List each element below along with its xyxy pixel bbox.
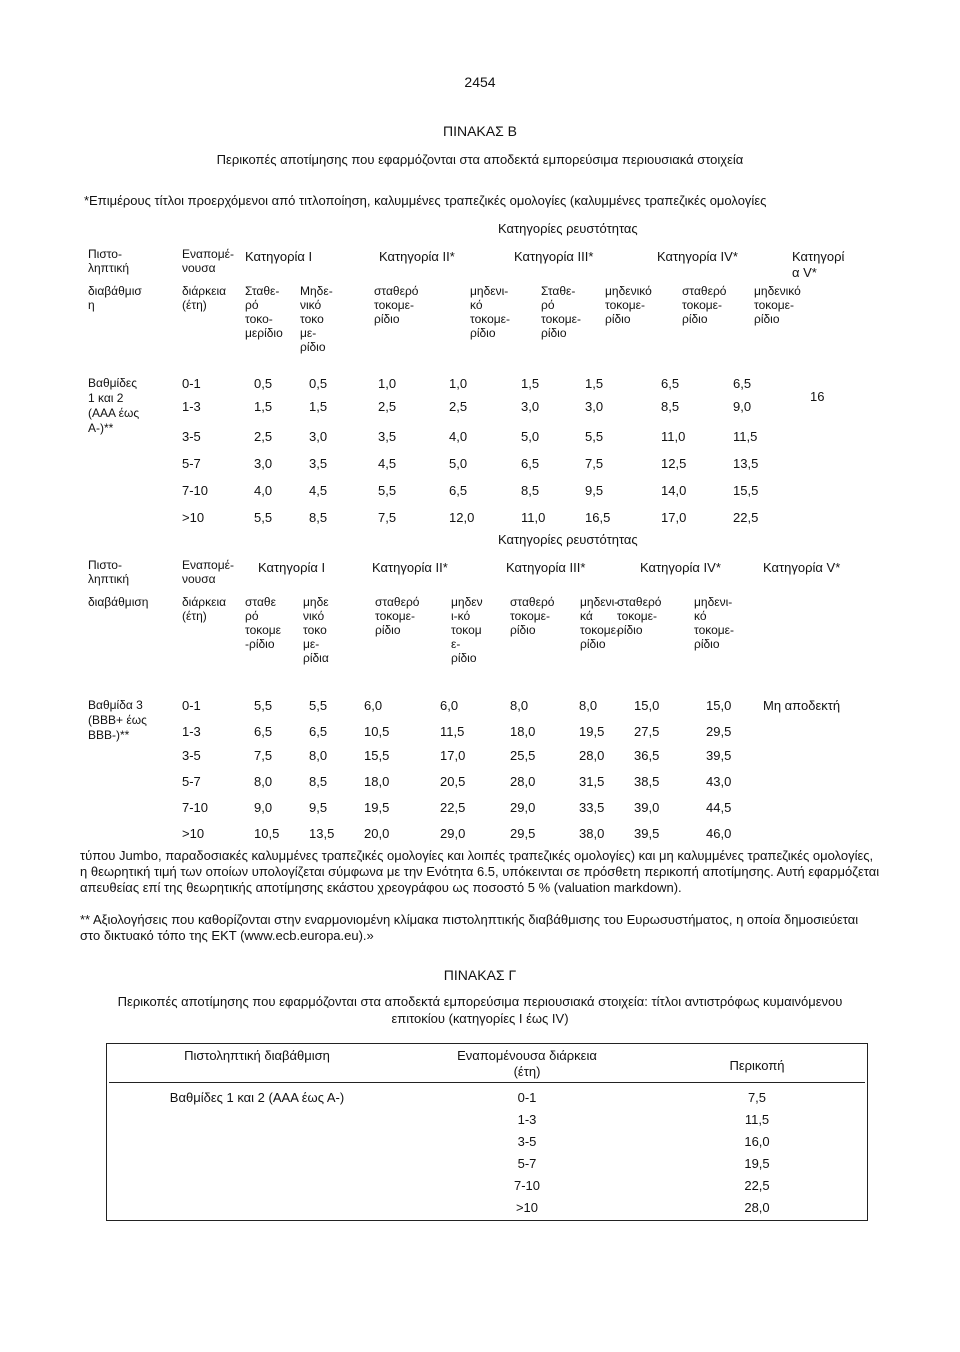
haircut-cell: 3,5 <box>378 429 397 444</box>
haircut-cell: 3,0 <box>585 399 604 414</box>
category-header: Κατηγορία III* <box>506 560 586 575</box>
haircut-cell: 1,5 <box>521 376 540 391</box>
haircut-cell: 7,5 <box>378 510 397 525</box>
row-label: Βαθμίδες 1 και 2 (ΑΑΑ έως Α-)** <box>88 376 140 435</box>
sub-header: μηδενι- κό τοκομε- ρίδιο <box>470 284 511 340</box>
haircut-cell: 1,0 <box>378 376 397 391</box>
maturity-cell: 5-7 <box>182 456 201 471</box>
haircut-cell: 8,0 <box>309 748 328 763</box>
haircut-cell: 12,0 <box>449 510 475 525</box>
haircut-cell: 18,0 <box>510 724 536 739</box>
header-rating: Πιστο- ληπτική <box>88 558 130 586</box>
sub-header: σταθερό τοκομε- ρίδιο <box>617 595 662 637</box>
table-c-maturity-cell: 1-3 <box>517 1112 537 1127</box>
table-c-maturity-cell: >10 <box>515 1200 539 1215</box>
sub-header: Σταθε- ρό τοκομε- ρίδιο <box>541 284 582 340</box>
category-header: Κατηγορία V* <box>763 560 841 575</box>
haircut-cell: 9,0 <box>254 800 273 815</box>
haircut-cell: 18,0 <box>364 774 390 789</box>
table-c-haircut-cell: 19,5 <box>744 1156 770 1171</box>
haircut-cell: 29,5 <box>510 826 536 841</box>
maturity-cell: 1-3 <box>182 724 201 739</box>
haircut-cell: 39,0 <box>634 800 660 815</box>
header-rating-2: διαβάθμισ η <box>88 284 142 312</box>
maturity-cell: 5-7 <box>182 774 201 789</box>
sub-header: σταθερό τοκομε- ρίδιο <box>374 284 419 326</box>
table-c-subtitle: Περικοπές αποτίμησης που εφαρμόζονται στα αποδεκτά εμπορεύσιμα περιουσιακά στοιχεία: τίτλοι αντιστρόφως κυμαινόμενου επιτοκίου (κατηγορίες I έως IV) <box>117 994 843 1026</box>
haircut-cell: 6,0 <box>440 698 459 713</box>
haircut-cell: 3,0 <box>521 399 540 414</box>
haircut-cell: 1,0 <box>449 376 468 391</box>
category-header: Κατηγορί α V* <box>792 249 845 280</box>
haircut-cell: 6,5 <box>254 724 273 739</box>
haircut-cell: 6,5 <box>521 456 540 471</box>
maturity-cell: 1-3 <box>182 399 201 414</box>
haircut-cell: 20,5 <box>440 774 466 789</box>
haircut-cell: 5,5 <box>585 429 604 444</box>
haircut-cell: 9,0 <box>733 399 752 414</box>
haircut-cell: 29,0 <box>510 800 536 815</box>
haircut-cell: 4,5 <box>309 483 328 498</box>
haircut-cell: 11,5 <box>733 429 758 444</box>
header-maturity-2: διάρκεια (έτη) <box>182 284 227 312</box>
haircut-cell: 36,5 <box>634 748 660 763</box>
sub-header: σταθερό τοκομε- ρίδιο <box>510 595 555 637</box>
haircut-cell: 17,0 <box>440 748 466 763</box>
haircut-cell: 22,5 <box>733 510 759 525</box>
haircut-cell: 8,5 <box>661 399 680 414</box>
table-c-haircut-cell: 7,5 <box>747 1090 767 1105</box>
haircut-cell: 19,5 <box>579 724 605 739</box>
haircut-cell: 11,0 <box>521 510 546 525</box>
header-maturity: Εναπομέ- νουσα <box>182 247 234 275</box>
footnote-1: τύπου Jumbo, παραδοσιακές καλυμμένες τραπεζικές ομολογίες και λοιπές τραπεζικές ομολογίες) και μη καλυμμένες τραπεζικές ομολογίες, η θεωρητική τιμή των οποίων υπολογίζεται σύμφωνα με την Ενότητα 6.5, υπόκεινται σε πρόσθετη περικοπή αποτίμησης. Αυτή εφαρμόζεται απευθείας επί της θεωρητικής αποτίμησης εκάστου χρεογράφου ως ποσοστό 5 % (valuation markdown). <box>80 848 880 895</box>
haircut-cell: 46,0 <box>706 826 732 841</box>
haircut-cell: 15,5 <box>364 748 390 763</box>
table-c <box>106 1043 868 1221</box>
category-header: Κατηγορία II* <box>379 249 455 264</box>
haircut-cell: 0,5 <box>254 376 273 391</box>
haircut-cell: 39,5 <box>706 748 732 763</box>
liquidity-heading-1: Κατηγορίες ρευστότητας <box>498 221 638 236</box>
haircut-cell: 15,0 <box>706 698 732 713</box>
sub-header: μηδεν ι-κό τοκομ ε- ρίδιο <box>451 595 483 665</box>
sub-header: μηδενι- κό τοκομε- ρίδιο <box>694 595 735 651</box>
haircut-cell: 7,5 <box>585 456 604 471</box>
haircut-cell: 7,5 <box>254 748 273 763</box>
haircut-cell: 2,5 <box>378 399 397 414</box>
haircut-cell: 33,5 <box>579 800 605 815</box>
table-c-maturity-cell: 3-5 <box>517 1134 537 1149</box>
table-c-header-rating: Πιστοληπτική διαβάθμιση <box>184 1048 330 1063</box>
haircut-cell: 6,5 <box>733 376 752 391</box>
haircut-cell: 8,0 <box>254 774 273 789</box>
header-maturity: Εναπομέ- νουσα <box>182 558 234 586</box>
haircut-cell: 3,5 <box>309 456 328 471</box>
haircut-cell: 15,0 <box>634 698 660 713</box>
sub-header: Μηδε- νικό τοκο με- ρίδιο <box>300 284 333 354</box>
haircut-cell: 17,0 <box>661 510 687 525</box>
haircut-cell: 2,5 <box>254 429 273 444</box>
maturity-cell: 0-1 <box>182 698 201 713</box>
sub-header: μηδε νικό τοκο με- ρίδια <box>303 595 329 665</box>
haircut-cell: 8,0 <box>510 698 529 713</box>
table-c-haircut-cell: 16,0 <box>744 1134 770 1149</box>
footnote-2: ** Αξιολογήσεις που καθορίζονται στην εναρμονιομένη κλίμακα πιστοληπτικής διαβάθμισης του Ευρωσυστήματος, η οποία δημοσιεύεται στο δικτυακό τόπο της ΕΚΤ (www.ecb.europa.eu).» <box>80 912 859 943</box>
haircut-cell: 13,5 <box>309 826 335 841</box>
haircut-cell: 0,5 <box>309 376 328 391</box>
category-v-value: 16 <box>810 389 825 404</box>
sub-header: μηδενι- κά τοκομε- ρίδιο <box>580 595 621 651</box>
maturity-cell: 3-5 <box>182 429 201 444</box>
haircut-cell: 10,5 <box>364 724 390 739</box>
table-c-row-label: Βαθμίδες 1 και 2 (ΑΑΑ έως Α-) <box>169 1090 345 1105</box>
haircut-cell: 4,0 <box>449 429 468 444</box>
sub-header: μηδενικό τοκομε- ρίδιο <box>605 284 652 326</box>
haircut-cell: 4,5 <box>378 456 397 471</box>
haircut-cell: 1,5 <box>309 399 328 414</box>
haircut-cell: 28,0 <box>579 748 605 763</box>
haircut-cell: 9,5 <box>309 800 328 815</box>
category-header: Κατηγορία IV* <box>640 560 721 575</box>
haircut-cell: 5,5 <box>378 483 397 498</box>
haircut-cell: 6,5 <box>309 724 328 739</box>
maturity-cell: >10 <box>182 510 205 525</box>
liquidity-heading-2: Κατηγορίες ρευστότητας <box>498 532 638 547</box>
header-rating: Πιστο- ληπτική <box>88 247 130 275</box>
maturity-cell: 0-1 <box>182 376 201 391</box>
maturity-cell: >10 <box>182 826 205 841</box>
haircut-cell: 38,5 <box>634 774 660 789</box>
haircut-cell: 2,5 <box>449 399 468 414</box>
haircut-cell: 11,0 <box>661 429 686 444</box>
table-c-maturity-cell: 0-1 <box>517 1090 537 1105</box>
table-c-haircut-cell: 22,5 <box>744 1178 770 1193</box>
category-header: Κατηγορία II* <box>372 560 448 575</box>
row-label: Βαθμίδα 3 (ΒΒΒ+ έως ΒΒΒ-)** <box>88 698 147 742</box>
category-header: Κατηγορία I <box>258 560 326 575</box>
haircut-cell: 5,5 <box>309 698 328 713</box>
table-b-subtitle: Περικοπές αποτίμησης που εφαρμόζονται στα αποδεκτά εμπορεύσιμα περιουσιακά στοιχεία <box>216 152 744 167</box>
haircut-cell: 28,0 <box>510 774 536 789</box>
table-c-header-maturity: Εναπομένουσα διάρκεια (έτη) <box>457 1048 597 1079</box>
table-c-haircut-cell: 28,0 <box>744 1200 770 1215</box>
haircut-cell: 38,0 <box>579 826 605 841</box>
sub-header: μηδενικό τοκομε- ρίδιο <box>754 284 801 326</box>
sub-header: σταθερό τοκομε- ρίδιο <box>682 284 727 326</box>
sub-header: Σταθε- ρό τοκο- μερίδιο <box>245 284 283 340</box>
table-c-divider <box>109 1082 865 1083</box>
table-c-maturity-cell: 5-7 <box>517 1156 537 1171</box>
table-c-maturity-cell: 7-10 <box>513 1178 541 1193</box>
haircut-cell: 1,5 <box>585 376 604 391</box>
haircut-cell: 8,0 <box>579 698 598 713</box>
haircut-cell: 8,5 <box>521 483 540 498</box>
haircut-cell: 5,5 <box>254 698 273 713</box>
table-c-haircut-cell: 11,5 <box>744 1112 770 1127</box>
haircut-cell: 5,0 <box>449 456 468 471</box>
maturity-cell: 3-5 <box>182 748 201 763</box>
sub-header: σταθε ρό τοκομε -ρίδιο <box>245 595 282 651</box>
haircut-cell: 6,0 <box>364 698 383 713</box>
maturity-cell: 7-10 <box>182 800 209 815</box>
header-maturity-2: διάρκεια (έτη) <box>182 595 227 623</box>
haircut-cell: 31,5 <box>579 774 605 789</box>
table-c-title: ΠΙΝΑΚΑΣ Γ <box>443 967 517 983</box>
haircut-cell: 1,5 <box>254 399 273 414</box>
haircut-cell: 22,5 <box>440 800 466 815</box>
haircut-cell: 19,5 <box>364 800 390 815</box>
haircut-cell: 13,5 <box>733 456 759 471</box>
category-header: Κατηγορία I <box>245 249 313 264</box>
haircut-cell: 16,5 <box>585 510 611 525</box>
haircut-cell: 25,5 <box>510 748 536 763</box>
haircut-cell: 29,0 <box>440 826 466 841</box>
maturity-cell: 7-10 <box>182 483 209 498</box>
haircut-cell: 9,5 <box>585 483 604 498</box>
haircut-cell: 3,0 <box>254 456 273 471</box>
haircut-cell: 12,5 <box>661 456 687 471</box>
haircut-cell: 39,5 <box>634 826 660 841</box>
haircut-cell: 3,0 <box>309 429 328 444</box>
haircut-cell: 5,0 <box>521 429 540 444</box>
table-b-note-line: *Επιμέρους τίτλοι προερχόμενοι από τιτλοποίηση, καλυμμένες τραπεζικές ομολογίες (καλυμμένες τραπεζικές ομολογίες <box>84 193 767 208</box>
haircut-cell: 8,5 <box>309 774 328 789</box>
haircut-cell: 29,5 <box>706 724 732 739</box>
haircut-cell: 8,5 <box>309 510 328 525</box>
haircut-cell: 5,5 <box>254 510 273 525</box>
page-number: 2454 <box>464 74 496 90</box>
category-header: Κατηγορία III* <box>514 249 594 264</box>
haircut-cell: 10,5 <box>254 826 280 841</box>
haircut-cell: 15,5 <box>733 483 759 498</box>
haircut-cell: 20,0 <box>364 826 390 841</box>
haircut-cell: 11,5 <box>440 724 465 739</box>
haircut-cell: 6,5 <box>661 376 680 391</box>
haircut-cell: 27,5 <box>634 724 660 739</box>
header-rating-2: διαβάθμιση <box>88 595 149 609</box>
sub-header: σταθερό τοκομε- ρίδιο <box>375 595 420 637</box>
haircut-cell: 43,0 <box>706 774 732 789</box>
category-v-value: Μη αποδεκτή <box>763 698 841 713</box>
haircut-cell: 6,5 <box>449 483 468 498</box>
table-b-title: ΠΙΝΑΚΑΣ Β <box>442 123 517 139</box>
haircut-cell: 4,0 <box>254 483 273 498</box>
haircut-cell: 14,0 <box>661 483 687 498</box>
haircut-cell: 44,5 <box>706 800 732 815</box>
category-header: Κατηγορία IV* <box>657 249 738 264</box>
table-c-header-haircut: Περικοπή <box>729 1058 785 1073</box>
